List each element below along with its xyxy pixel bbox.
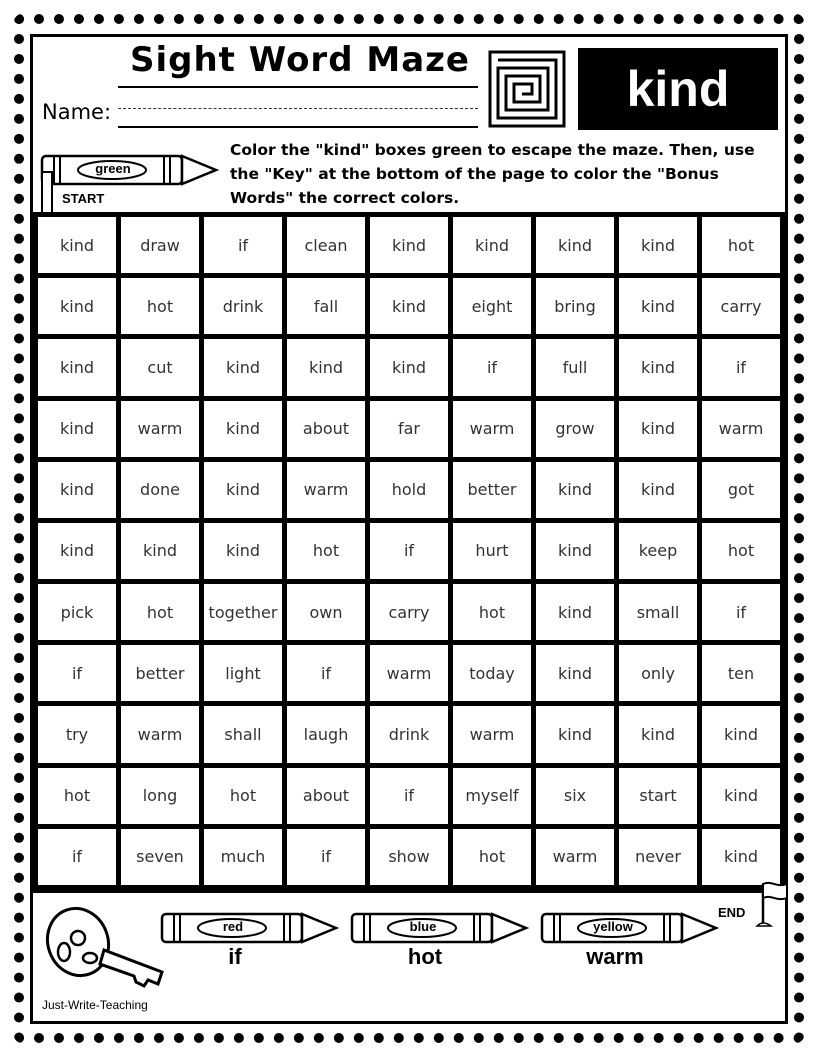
maze-cell[interactable]: carry [370,584,448,640]
key-color-label: blue [409,919,437,934]
maze-cell[interactable]: kind [370,339,448,395]
maze-cell[interactable]: own [287,584,365,640]
maze-cell[interactable]: six [536,768,614,824]
bonus-word: if [228,944,242,969]
name-guide-line [118,108,478,109]
maze-cell[interactable]: kind [287,339,365,395]
maze-cell[interactable]: hot [121,278,199,334]
maze-cell[interactable]: kind [619,278,697,334]
maze-cell[interactable]: kind [536,523,614,579]
maze-cell[interactable]: done [121,462,199,518]
maze-cell[interactable]: about [287,401,365,457]
maze-cell[interactable]: warm [121,706,199,762]
maze-cell[interactable]: kind [38,217,116,273]
maze-cell[interactable]: kind [702,768,780,824]
maze-cell[interactable]: kind [204,401,282,457]
maze-cell[interactable]: seven [121,829,199,885]
maze-cell[interactable]: grow [536,401,614,457]
maze-cell[interactable]: warm [287,462,365,518]
maze-grid [33,212,785,890]
maze-cell[interactable]: kind [38,278,116,334]
instructions-text: Color the "kind" boxes green to escape the maze. Then, use the "Key" at the bottom of the page to color the "Bonus Words" the correct colors. [230,141,755,207]
maze-cell[interactable]: kind [619,339,697,395]
name-field[interactable] [118,126,478,128]
maze-cell[interactable]: warm [453,401,531,457]
maze-cell[interactable]: pick [38,584,116,640]
maze-cell[interactable]: fall [287,278,365,334]
maze-cell[interactable]: much [204,829,282,885]
maze-cell[interactable]: hurt [453,523,531,579]
maze-cell[interactable]: if [287,829,365,885]
maze-cell[interactable]: kind [38,523,116,579]
maze-cell[interactable]: keep [619,523,697,579]
maze-cell[interactable]: drink [370,706,448,762]
maze-icon [488,50,566,128]
maze-cell[interactable]: hot [453,829,531,885]
maze-cell[interactable]: today [453,645,531,701]
maze-cell[interactable]: kind [38,401,116,457]
maze-cell[interactable]: kind [204,462,282,518]
bonus-word: warm [586,944,644,969]
maze-cell[interactable]: hold [370,462,448,518]
maze-cell[interactable]: kind [536,645,614,701]
maze-cell[interactable]: myself [453,768,531,824]
maze-cell[interactable]: about [287,768,365,824]
maze-cell[interactable]: kind [536,584,614,640]
maze-cell[interactable]: kind [121,523,199,579]
maze-cell[interactable]: warm [453,706,531,762]
maze-cell[interactable]: drink [204,278,282,334]
maze-cell[interactable]: warm [370,645,448,701]
key-icon [40,900,170,990]
title-underline [118,86,478,88]
maze-cell[interactable]: warm [702,401,780,457]
name-label: Name: [42,100,112,124]
credit-text: Just-Write-Teaching [42,998,148,1012]
flag-icon [755,880,791,928]
maze-cell[interactable]: kind [370,217,448,273]
maze-cell[interactable]: if [287,645,365,701]
maze-cell[interactable]: clean [287,217,365,273]
maze-cell[interactable]: better [121,645,199,701]
maze-cell[interactable]: try [38,706,116,762]
maze-cell[interactable]: kind [536,462,614,518]
maze-cell[interactable]: hot [38,768,116,824]
maze-cell[interactable]: if [204,217,282,273]
maze-cell[interactable]: kind [38,339,116,395]
maze-cell[interactable]: if [38,645,116,701]
maze-cell[interactable]: if [702,584,780,640]
maze-cell[interactable]: if [370,523,448,579]
maze-cell[interactable]: if [453,339,531,395]
maze-cell[interactable]: got [702,462,780,518]
maze-cell[interactable]: if [38,829,116,885]
maze-cell[interactable]: full [536,339,614,395]
maze-cell[interactable]: kind [619,706,697,762]
maze-cell[interactable]: small [619,584,697,640]
maze-cell[interactable]: kind [702,829,780,885]
maze-cell[interactable]: kind [536,706,614,762]
maze-cell[interactable]: cut [121,339,199,395]
maze-cell[interactable]: ten [702,645,780,701]
maze-cell[interactable]: hot [453,584,531,640]
maze-cell[interactable]: if [370,768,448,824]
maze-cell[interactable]: kind [702,706,780,762]
maze-cell[interactable]: kind [204,523,282,579]
maze-cell[interactable]: warm [536,829,614,885]
maze-cell[interactable]: never [619,829,697,885]
maze-cell[interactable]: far [370,401,448,457]
maze-cell[interactable]: draw [121,217,199,273]
maze-cell[interactable]: hot [702,523,780,579]
divider [33,890,785,893]
maze-cell[interactable]: warm [121,401,199,457]
maze-cell[interactable]: kind [204,339,282,395]
maze-cell[interactable]: only [619,645,697,701]
maze-cell[interactable]: hot [702,217,780,273]
maze-cell[interactable]: show [370,829,448,885]
key-color-label: red [222,919,244,934]
maze-cell[interactable]: if [702,339,780,395]
maze-cell[interactable]: kind [619,462,697,518]
maze-cell[interactable]: together [204,584,282,640]
maze-cell[interactable]: kind [453,217,531,273]
maze-cell[interactable]: long [121,768,199,824]
key-color-label: yellow [593,919,633,934]
start-crayon-label: green [95,161,131,176]
maze-cell[interactable]: kind [38,462,116,518]
target-word-box: kind [578,48,778,130]
maze-cell[interactable]: kind [619,401,697,457]
maze-cell[interactable]: hot [287,523,365,579]
maze-cell[interactable]: kind [619,217,697,273]
maze-cell[interactable]: bring [536,278,614,334]
page-title: Sight Word Maze [130,40,470,80]
end-label: END [718,905,746,920]
maze-cell[interactable]: eight [453,278,531,334]
maze-cell[interactable]: start [619,768,697,824]
maze-cell[interactable]: kind [370,278,448,334]
maze-cell[interactable]: better [453,462,531,518]
maze-cell[interactable]: hot [121,584,199,640]
start-label: START [62,191,105,206]
maze-cell[interactable]: light [204,645,282,701]
maze-cell[interactable]: carry [702,278,780,334]
maze-cell[interactable]: hot [204,768,282,824]
maze-cell[interactable]: kind [536,217,614,273]
maze-cell[interactable]: laugh [287,706,365,762]
maze-cell[interactable]: shall [204,706,282,762]
bonus-word: hot [407,944,443,969]
